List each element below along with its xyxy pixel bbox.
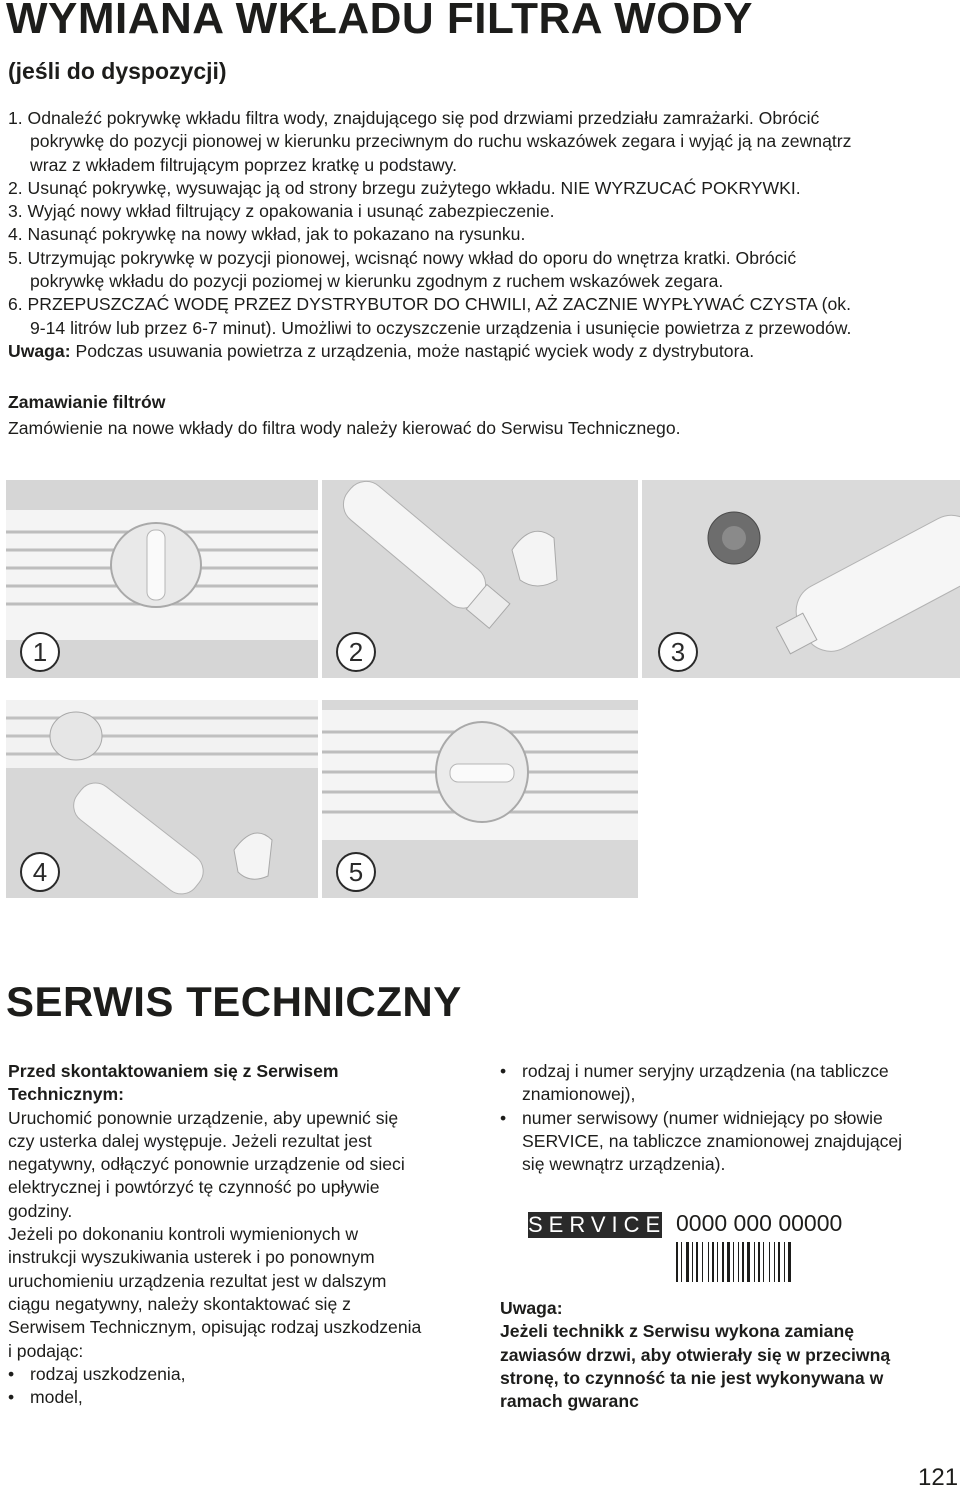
service-text-line: negatywny, odłączyć ponownie urządzenie od sieci <box>8 1154 405 1175</box>
service-left-column <box>8 1060 478 1409</box>
service-text-line: czy usterka dalej występuje. Jeżeli rezultat jest <box>8 1130 372 1151</box>
step-1-line-1: 1. Odnaleźć pokrywkę wkładu filtra wody, znajdującego się pod drzwiami przedziału zamrażarki. Obrócić <box>8 108 820 128</box>
service-heading-line-1: Przed skontaktowaniem się z Serwisem <box>8 1061 339 1081</box>
step-4: 4. Nasunąć pokrywkę na nowy wkład, jak to pokazano na rysunku. <box>8 224 526 245</box>
list-item-line: się wewnątrz urządzenia). <box>522 1154 726 1175</box>
service-heading-line-2: Technicznym: <box>8 1084 125 1105</box>
ordering-text: Zamówienie na nowe wkłady do filtra wody należy kierować do Serwisu Technicznego. <box>8 418 681 438</box>
page-number: 121 <box>918 1464 959 1491</box>
service-text-line: elektrycznej i powtórzyć tę czynność po upływie <box>8 1177 380 1198</box>
service-text-line: instrukcji wyszukiwania usterek i po ponownym <box>8 1247 375 1268</box>
figure-4-photo <box>6 700 318 898</box>
step-1-line-3: wraz z wkładem filtrującym poprzez kratkę u podstawy. <box>30 154 457 175</box>
list-item-line: • numer serwisowy (numer widniejący po słowie <box>522 1107 883 1128</box>
service-note-line: zawiasów drzwi, aby otwierały się w przeciwną <box>500 1344 891 1365</box>
service-text-line: Uruchomić ponownie urządzenie, aby upewnić się <box>8 1107 399 1128</box>
list-item <box>500 1060 950 1107</box>
service-note <box>500 1297 950 1413</box>
page-subtitle: (jeśli do dyspozycji) <box>8 58 227 84</box>
service-text-line: Jeżeli po dokonaniu kontroli wymienionych w <box>8 1224 359 1245</box>
list-item: • model, <box>8 1386 478 1409</box>
service-number: 0000 000 00000 <box>676 1210 843 1236</box>
step-6-line-2: 9-14 litrów lub przez 6-7 minut). Umożliwi to oczyszczenie urządzenia i usunięcie powietrza z przewodów. <box>30 317 852 338</box>
figure-3-number: 3 <box>658 632 698 672</box>
step-1-line-2: pokrywkę do pozycji pionowej w kierunku przeciwnym do ruchu wskazówek zegara i wyjąć ją na zewnątrz <box>30 131 852 152</box>
list-item: • rodzaj uszkodzenia, <box>8 1363 478 1386</box>
instructions-list <box>8 107 948 363</box>
list-item <box>500 1107 950 1177</box>
service-text-line: i podając: <box>8 1340 84 1361</box>
step-5-line-2: pokrywkę wkładu do pozycji poziomej w kierunku zgodnym z ruchem wskazówek zegara. <box>30 271 724 292</box>
service-note-line: ramach gwaranc <box>500 1391 639 1412</box>
list-item-line: znamionowej), <box>522 1084 636 1105</box>
note-label: Uwaga: <box>8 340 71 361</box>
barcode-graphic <box>676 1242 838 1282</box>
figure-2-photo <box>322 480 638 678</box>
note-text: Podczas usuwania powietrza z urządzenia, może nastąpić wyciek wody z dystrybutora. <box>70 340 755 361</box>
service-label-box: SERVICE <box>528 1212 667 1237</box>
step-6-line-1: 6. PRZEPUSZCZAĆ WODĘ PRZEZ DYSTRYBUTOR DO CHWILI, AŻ ZACZNIE WYPŁYWAĆ CZYSTA (ok. <box>8 294 851 315</box>
note-line <box>8 340 948 363</box>
figure-4-number: 4 <box>20 852 60 892</box>
service-text-line: uruchomieniu urządzenia rezultat jest w dalszym <box>8 1270 387 1291</box>
page-title: WYMIANA WKŁADU FILTRA WODY <box>6 0 754 43</box>
list-item-line: • rodzaj i numer seryjny urządzenia (na tabliczce <box>522 1061 889 1081</box>
service-note-line: Jeżeli technikk z Serwisu wykona zamianę <box>500 1321 854 1342</box>
step-3: 3. Wyjąć nowy wkład filtrujący z opakowania i usunąć zabezpieczenie. <box>8 201 555 222</box>
service-note-heading: Uwaga: <box>500 1298 563 1318</box>
service-text-line: Serwisem Technicznym, opisując rodzaj uszkodzenia <box>8 1317 422 1338</box>
list-item-line: SERVICE, na tabliczce znamionowej znajdującej <box>522 1130 903 1151</box>
service-text-line: ciągu negatywny, należy skontaktować się z <box>8 1293 351 1314</box>
service-section-title: SERWIS TECHNICZNY <box>6 978 462 1025</box>
step-5-line-1: 5. Utrzymując pokrywkę w pozycji pionowej, wcisnąć nowy wkład do oporu do wnętrza kratki. Obrócić <box>8 247 797 268</box>
service-note-line: stronę, to czynność ta nie jest wykonywana w <box>500 1367 884 1388</box>
figure-3-photo <box>642 480 960 678</box>
figure-1-photo <box>6 480 318 678</box>
figure-2-number: 2 <box>336 632 376 672</box>
figure-5-photo <box>322 700 638 898</box>
ordering-heading: Zamawianie filtrów <box>8 392 166 412</box>
service-text-line: godziny. <box>8 1200 73 1221</box>
service-right-column <box>500 1060 950 1176</box>
figure-5-number: 5 <box>336 852 376 892</box>
figure-1-number: 1 <box>20 632 60 672</box>
step-2: 2. Usunąć pokrywkę, wysuwając ją od strony brzegu zużytego wkładu. NIE WYRZUCAĆ POKRYWKI. <box>8 177 801 198</box>
